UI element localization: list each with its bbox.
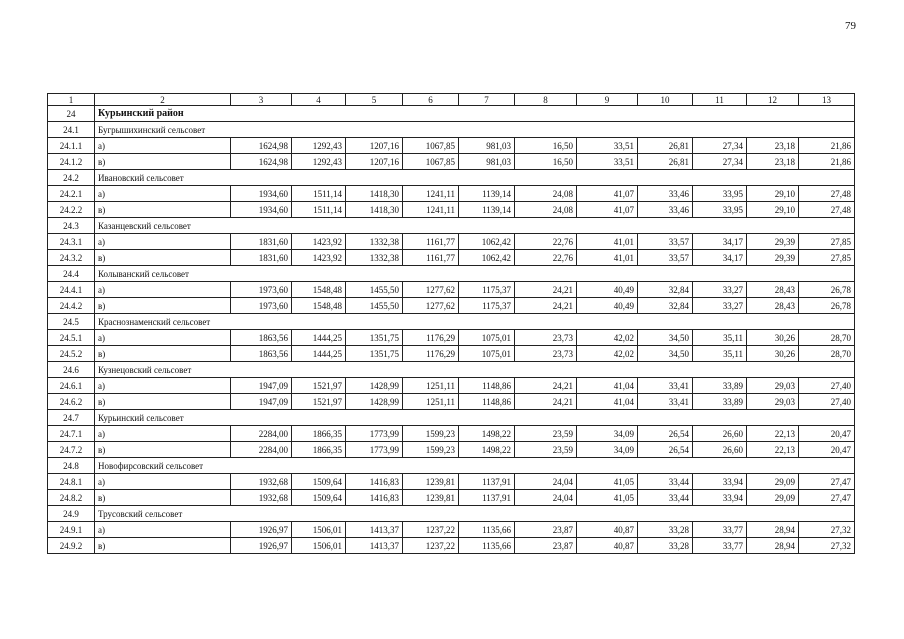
value-cell: 33,94 xyxy=(693,490,747,506)
value-cell: 33,51 xyxy=(577,154,638,170)
value-cell: 1207,16 xyxy=(346,138,403,154)
settlement-row xyxy=(48,458,855,474)
value-cell: 29,09 xyxy=(747,490,799,506)
table-row xyxy=(48,474,855,490)
settlement-row xyxy=(48,218,855,234)
value-cell: 1351,75 xyxy=(346,330,403,346)
value-cell: 26,60 xyxy=(693,442,747,458)
value-cell: 1866,35 xyxy=(292,442,346,458)
header-cell: 8 xyxy=(515,94,577,106)
value-cell: 981,03 xyxy=(459,154,515,170)
value-cell: 27,48 xyxy=(799,202,855,218)
value-cell: 1973,60 xyxy=(231,282,292,298)
settlement-row xyxy=(48,170,855,186)
value-cell: 26,81 xyxy=(638,154,693,170)
value-cell: 33,28 xyxy=(638,538,693,554)
value-cell: 1773,99 xyxy=(346,426,403,442)
value-cell: 42,02 xyxy=(577,330,638,346)
value-cell: 1277,62 xyxy=(403,282,459,298)
value-cell: 27,40 xyxy=(799,378,855,394)
value-cell: 33,28 xyxy=(638,522,693,538)
value-cell: 1351,75 xyxy=(346,346,403,362)
row-label: в) xyxy=(95,298,231,314)
settlement-name: Новофирсовский сельсовет xyxy=(95,458,855,474)
value-cell: 26,78 xyxy=(799,298,855,314)
value-cell: 33,27 xyxy=(693,298,747,314)
value-cell: 34,50 xyxy=(638,330,693,346)
value-cell: 28,43 xyxy=(747,298,799,314)
value-cell: 1135,66 xyxy=(459,522,515,538)
value-cell: 27,85 xyxy=(799,250,855,266)
value-cell: 24,04 xyxy=(515,474,577,490)
row-code: 24.2.1 xyxy=(48,186,95,202)
value-cell: 30,26 xyxy=(747,346,799,362)
value-cell: 1932,68 xyxy=(231,490,292,506)
value-cell: 1237,22 xyxy=(403,522,459,538)
header-cell: 1 xyxy=(48,94,95,106)
value-cell: 1277,62 xyxy=(403,298,459,314)
value-cell: 1498,22 xyxy=(459,442,515,458)
value-cell: 24,21 xyxy=(515,394,577,410)
table-row xyxy=(48,202,855,218)
value-cell: 1251,11 xyxy=(403,394,459,410)
value-cell: 24,08 xyxy=(515,186,577,202)
value-cell: 28,94 xyxy=(747,538,799,554)
value-cell: 1428,99 xyxy=(346,378,403,394)
value-cell: 1455,50 xyxy=(346,298,403,314)
row-label: а) xyxy=(95,282,231,298)
value-cell: 27,85 xyxy=(799,234,855,250)
table-row xyxy=(48,298,855,314)
settlement-row xyxy=(48,266,855,282)
settlement-name: Бугрышихинский сельсовет xyxy=(95,122,855,138)
row-code: 24.7.2 xyxy=(48,442,95,458)
table-row xyxy=(48,426,855,442)
value-cell: 27,47 xyxy=(799,474,855,490)
value-cell: 34,50 xyxy=(638,346,693,362)
value-cell: 22,13 xyxy=(747,426,799,442)
value-cell: 34,17 xyxy=(693,250,747,266)
value-cell: 1932,68 xyxy=(231,474,292,490)
value-cell: 22,76 xyxy=(515,234,577,250)
value-cell: 1506,01 xyxy=(292,538,346,554)
value-cell: 29,10 xyxy=(747,186,799,202)
value-cell: 34,09 xyxy=(577,426,638,442)
value-cell: 1239,81 xyxy=(403,474,459,490)
value-cell: 41,01 xyxy=(577,234,638,250)
value-cell: 33,77 xyxy=(693,538,747,554)
value-cell: 35,11 xyxy=(693,330,747,346)
settlement-name: Курьинский сельсовет xyxy=(95,410,855,426)
row-code: 24.4.2 xyxy=(48,298,95,314)
value-cell: 1075,01 xyxy=(459,346,515,362)
value-cell: 26,78 xyxy=(799,282,855,298)
row-code: 24.3.1 xyxy=(48,234,95,250)
value-cell: 1947,09 xyxy=(231,394,292,410)
row-code: 24.1.1 xyxy=(48,138,95,154)
value-cell: 27,40 xyxy=(799,394,855,410)
value-cell: 22,13 xyxy=(747,442,799,458)
row-label: в) xyxy=(95,346,231,362)
value-cell: 30,26 xyxy=(747,330,799,346)
value-cell: 26,81 xyxy=(638,138,693,154)
value-cell: 33,94 xyxy=(693,474,747,490)
value-cell: 1135,66 xyxy=(459,538,515,554)
value-cell: 24,08 xyxy=(515,202,577,218)
value-cell: 1175,37 xyxy=(459,298,515,314)
table-body xyxy=(48,94,855,554)
value-cell: 29,39 xyxy=(747,234,799,250)
table-row xyxy=(48,234,855,250)
value-cell: 41,04 xyxy=(577,394,638,410)
settlement-row xyxy=(48,122,855,138)
header-row xyxy=(48,94,855,106)
settlement-name: Ивановский сельсовет xyxy=(95,170,855,186)
table-row xyxy=(48,250,855,266)
value-cell: 32,84 xyxy=(638,282,693,298)
settlement-row xyxy=(48,362,855,378)
value-cell: 33,95 xyxy=(693,202,747,218)
value-cell: 1599,23 xyxy=(403,442,459,458)
settlement-code: 24.9 xyxy=(48,506,95,522)
settlement-row xyxy=(48,410,855,426)
value-cell: 1062,42 xyxy=(459,250,515,266)
value-cell: 29,03 xyxy=(747,378,799,394)
value-cell: 41,07 xyxy=(577,202,638,218)
table-row xyxy=(48,394,855,410)
settlement-code: 24.2 xyxy=(48,170,95,186)
row-code: 24.6.2 xyxy=(48,394,95,410)
value-cell: 33,57 xyxy=(638,250,693,266)
value-cell: 1511,14 xyxy=(292,202,346,218)
value-cell: 1866,35 xyxy=(292,426,346,442)
value-cell: 1241,11 xyxy=(403,186,459,202)
value-cell: 1521,97 xyxy=(292,378,346,394)
row-code: 24.5.1 xyxy=(48,330,95,346)
value-cell: 1624,98 xyxy=(231,154,292,170)
table-row xyxy=(48,442,855,458)
value-cell: 1148,86 xyxy=(459,378,515,394)
table-row xyxy=(48,490,855,506)
district-name: Курьинский район xyxy=(95,106,855,122)
value-cell: 1521,97 xyxy=(292,394,346,410)
row-label: в) xyxy=(95,442,231,458)
value-cell: 1292,43 xyxy=(292,138,346,154)
value-cell: 27,32 xyxy=(799,538,855,554)
table-row xyxy=(48,378,855,394)
value-cell: 1831,60 xyxy=(231,250,292,266)
header-cell: 11 xyxy=(693,94,747,106)
value-cell: 35,11 xyxy=(693,346,747,362)
value-cell: 1139,14 xyxy=(459,186,515,202)
row-label: в) xyxy=(95,250,231,266)
row-code: 24.2.2 xyxy=(48,202,95,218)
value-cell: 24,21 xyxy=(515,298,577,314)
value-cell: 33,77 xyxy=(693,522,747,538)
value-cell: 23,59 xyxy=(515,442,577,458)
value-cell: 981,03 xyxy=(459,138,515,154)
row-label: в) xyxy=(95,538,231,554)
value-cell: 1418,30 xyxy=(346,186,403,202)
row-label: в) xyxy=(95,154,231,170)
settlement-name: Казанцевский сельсовет xyxy=(95,218,855,234)
value-cell: 21,86 xyxy=(799,154,855,170)
value-cell: 1506,01 xyxy=(292,522,346,538)
table-row xyxy=(48,330,855,346)
value-cell: 1292,43 xyxy=(292,154,346,170)
value-cell: 21,86 xyxy=(799,138,855,154)
header-cell: 4 xyxy=(292,94,346,106)
value-cell: 1926,97 xyxy=(231,522,292,538)
value-cell: 26,54 xyxy=(638,442,693,458)
row-label: а) xyxy=(95,330,231,346)
value-cell: 28,94 xyxy=(747,522,799,538)
row-code: 24.3.2 xyxy=(48,250,95,266)
settlement-code: 24.8 xyxy=(48,458,95,474)
row-code: 24.1.2 xyxy=(48,154,95,170)
row-code: 24.4.1 xyxy=(48,282,95,298)
settlement-row xyxy=(48,506,855,522)
row-label: а) xyxy=(95,186,231,202)
row-label: а) xyxy=(95,378,231,394)
settlement-code: 24.5 xyxy=(48,314,95,330)
row-label: а) xyxy=(95,138,231,154)
value-cell: 1175,37 xyxy=(459,282,515,298)
value-cell: 1237,22 xyxy=(403,538,459,554)
value-cell: 23,18 xyxy=(747,154,799,170)
settlement-code: 24.7 xyxy=(48,410,95,426)
row-code: 24.5.2 xyxy=(48,346,95,362)
value-cell: 20,47 xyxy=(799,442,855,458)
value-cell: 28,70 xyxy=(799,330,855,346)
header-cell: 13 xyxy=(799,94,855,106)
value-cell: 1418,30 xyxy=(346,202,403,218)
value-cell: 28,43 xyxy=(747,282,799,298)
table-row xyxy=(48,138,855,154)
value-cell: 1413,37 xyxy=(346,538,403,554)
value-cell: 23,73 xyxy=(515,346,577,362)
value-cell: 1973,60 xyxy=(231,298,292,314)
value-cell: 23,73 xyxy=(515,330,577,346)
value-cell: 1498,22 xyxy=(459,426,515,442)
row-code: 24.9.1 xyxy=(48,522,95,538)
table-row xyxy=(48,346,855,362)
table-row xyxy=(48,282,855,298)
value-cell: 33,57 xyxy=(638,234,693,250)
value-cell: 1176,29 xyxy=(403,330,459,346)
value-cell: 1863,56 xyxy=(231,330,292,346)
value-cell: 1511,14 xyxy=(292,186,346,202)
row-label: а) xyxy=(95,234,231,250)
table-row xyxy=(48,522,855,538)
value-cell: 33,89 xyxy=(693,378,747,394)
value-cell: 24,04 xyxy=(515,490,577,506)
value-cell: 1241,11 xyxy=(403,202,459,218)
value-cell: 1423,92 xyxy=(292,250,346,266)
settlement-name: Кузнецовский сельсовет xyxy=(95,362,855,378)
value-cell: 34,09 xyxy=(577,442,638,458)
row-label: в) xyxy=(95,202,231,218)
header-cell: 9 xyxy=(577,94,638,106)
value-cell: 1423,92 xyxy=(292,234,346,250)
settlement-code: 24.6 xyxy=(48,362,95,378)
value-cell: 1926,97 xyxy=(231,538,292,554)
value-cell: 41,04 xyxy=(577,378,638,394)
value-cell: 1428,99 xyxy=(346,394,403,410)
value-cell: 23,59 xyxy=(515,426,577,442)
row-code: 24.8.2 xyxy=(48,490,95,506)
value-cell: 1207,16 xyxy=(346,154,403,170)
settlement-name: Трусовский сельсовет xyxy=(95,506,855,522)
value-cell: 28,70 xyxy=(799,346,855,362)
value-cell: 1332,38 xyxy=(346,250,403,266)
value-cell: 33,44 xyxy=(638,474,693,490)
value-cell: 29,09 xyxy=(747,474,799,490)
value-cell: 33,95 xyxy=(693,186,747,202)
header-cell: 6 xyxy=(403,94,459,106)
row-code: 24.8.1 xyxy=(48,474,95,490)
value-cell: 1067,85 xyxy=(403,154,459,170)
value-cell: 33,46 xyxy=(638,202,693,218)
value-cell: 23,87 xyxy=(515,522,577,538)
value-cell: 27,34 xyxy=(693,138,747,154)
header-cell: 7 xyxy=(459,94,515,106)
tariff-table xyxy=(47,93,855,554)
row-label: в) xyxy=(95,394,231,410)
settlement-code: 24.4 xyxy=(48,266,95,282)
value-cell: 41,01 xyxy=(577,250,638,266)
table-row xyxy=(48,538,855,554)
settlement-name: Колыванский сельсовет xyxy=(95,266,855,282)
value-cell: 29,03 xyxy=(747,394,799,410)
table-row xyxy=(48,154,855,170)
value-cell: 33,41 xyxy=(638,378,693,394)
value-cell: 1863,56 xyxy=(231,346,292,362)
value-cell: 2284,00 xyxy=(231,442,292,458)
district-code: 24 xyxy=(48,106,95,122)
value-cell: 1251,11 xyxy=(403,378,459,394)
settlement-row xyxy=(48,314,855,330)
value-cell: 2284,00 xyxy=(231,426,292,442)
settlement-name: Краснознаменский сельсовет xyxy=(95,314,855,330)
value-cell: 1332,38 xyxy=(346,234,403,250)
value-cell: 23,87 xyxy=(515,538,577,554)
value-cell: 1176,29 xyxy=(403,346,459,362)
value-cell: 1413,37 xyxy=(346,522,403,538)
value-cell: 20,47 xyxy=(799,426,855,442)
value-cell: 24,21 xyxy=(515,282,577,298)
value-cell: 33,41 xyxy=(638,394,693,410)
row-label: а) xyxy=(95,522,231,538)
value-cell: 41,05 xyxy=(577,474,638,490)
value-cell: 27,47 xyxy=(799,490,855,506)
value-cell: 1831,60 xyxy=(231,234,292,250)
value-cell: 22,76 xyxy=(515,250,577,266)
value-cell: 1444,25 xyxy=(292,330,346,346)
value-cell: 1139,14 xyxy=(459,202,515,218)
row-code: 24.7.1 xyxy=(48,426,95,442)
header-cell: 12 xyxy=(747,94,799,106)
header-cell: 2 xyxy=(95,94,231,106)
value-cell: 23,18 xyxy=(747,138,799,154)
value-cell: 1548,48 xyxy=(292,298,346,314)
value-cell: 1239,81 xyxy=(403,490,459,506)
value-cell: 1062,42 xyxy=(459,234,515,250)
value-cell: 16,50 xyxy=(515,138,577,154)
value-cell: 33,44 xyxy=(638,490,693,506)
value-cell: 1947,09 xyxy=(231,378,292,394)
value-cell: 1075,01 xyxy=(459,330,515,346)
value-cell: 24,21 xyxy=(515,378,577,394)
value-cell: 1455,50 xyxy=(346,282,403,298)
header-cell: 3 xyxy=(231,94,292,106)
settlement-code: 24.1 xyxy=(48,122,95,138)
value-cell: 1509,64 xyxy=(292,474,346,490)
value-cell: 1624,98 xyxy=(231,138,292,154)
value-cell: 40,87 xyxy=(577,538,638,554)
value-cell: 40,49 xyxy=(577,298,638,314)
value-cell: 32,84 xyxy=(638,298,693,314)
value-cell: 33,51 xyxy=(577,138,638,154)
value-cell: 1548,48 xyxy=(292,282,346,298)
value-cell: 26,60 xyxy=(693,426,747,442)
value-cell: 26,54 xyxy=(638,426,693,442)
header-cell: 10 xyxy=(638,94,693,106)
value-cell: 1599,23 xyxy=(403,426,459,442)
value-cell: 33,46 xyxy=(638,186,693,202)
value-cell: 41,07 xyxy=(577,186,638,202)
value-cell: 1416,83 xyxy=(346,474,403,490)
value-cell: 1161,77 xyxy=(403,234,459,250)
value-cell: 29,39 xyxy=(747,250,799,266)
settlement-code: 24.3 xyxy=(48,218,95,234)
value-cell: 42,02 xyxy=(577,346,638,362)
row-label: а) xyxy=(95,426,231,442)
value-cell: 1137,91 xyxy=(459,490,515,506)
value-cell: 1509,64 xyxy=(292,490,346,506)
value-cell: 1161,77 xyxy=(403,250,459,266)
value-cell: 27,48 xyxy=(799,186,855,202)
table-row xyxy=(48,186,855,202)
value-cell: 16,50 xyxy=(515,154,577,170)
value-cell: 1934,60 xyxy=(231,186,292,202)
row-label: в) xyxy=(95,490,231,506)
value-cell: 29,10 xyxy=(747,202,799,218)
row-code: 24.9.2 xyxy=(48,538,95,554)
value-cell: 34,17 xyxy=(693,234,747,250)
value-cell: 33,89 xyxy=(693,394,747,410)
value-cell: 27,32 xyxy=(799,522,855,538)
value-cell: 41,05 xyxy=(577,490,638,506)
value-cell: 1067,85 xyxy=(403,138,459,154)
value-cell: 1934,60 xyxy=(231,202,292,218)
row-code: 24.6.1 xyxy=(48,378,95,394)
value-cell: 40,87 xyxy=(577,522,638,538)
header-cell: 5 xyxy=(346,94,403,106)
value-cell: 1148,86 xyxy=(459,394,515,410)
value-cell: 40,49 xyxy=(577,282,638,298)
value-cell: 1773,99 xyxy=(346,442,403,458)
page-number: 79 xyxy=(845,20,856,32)
value-cell: 27,34 xyxy=(693,154,747,170)
row-label: а) xyxy=(95,474,231,490)
value-cell: 1444,25 xyxy=(292,346,346,362)
value-cell: 1416,83 xyxy=(346,490,403,506)
value-cell: 33,27 xyxy=(693,282,747,298)
district-row xyxy=(48,106,855,122)
value-cell: 1137,91 xyxy=(459,474,515,490)
